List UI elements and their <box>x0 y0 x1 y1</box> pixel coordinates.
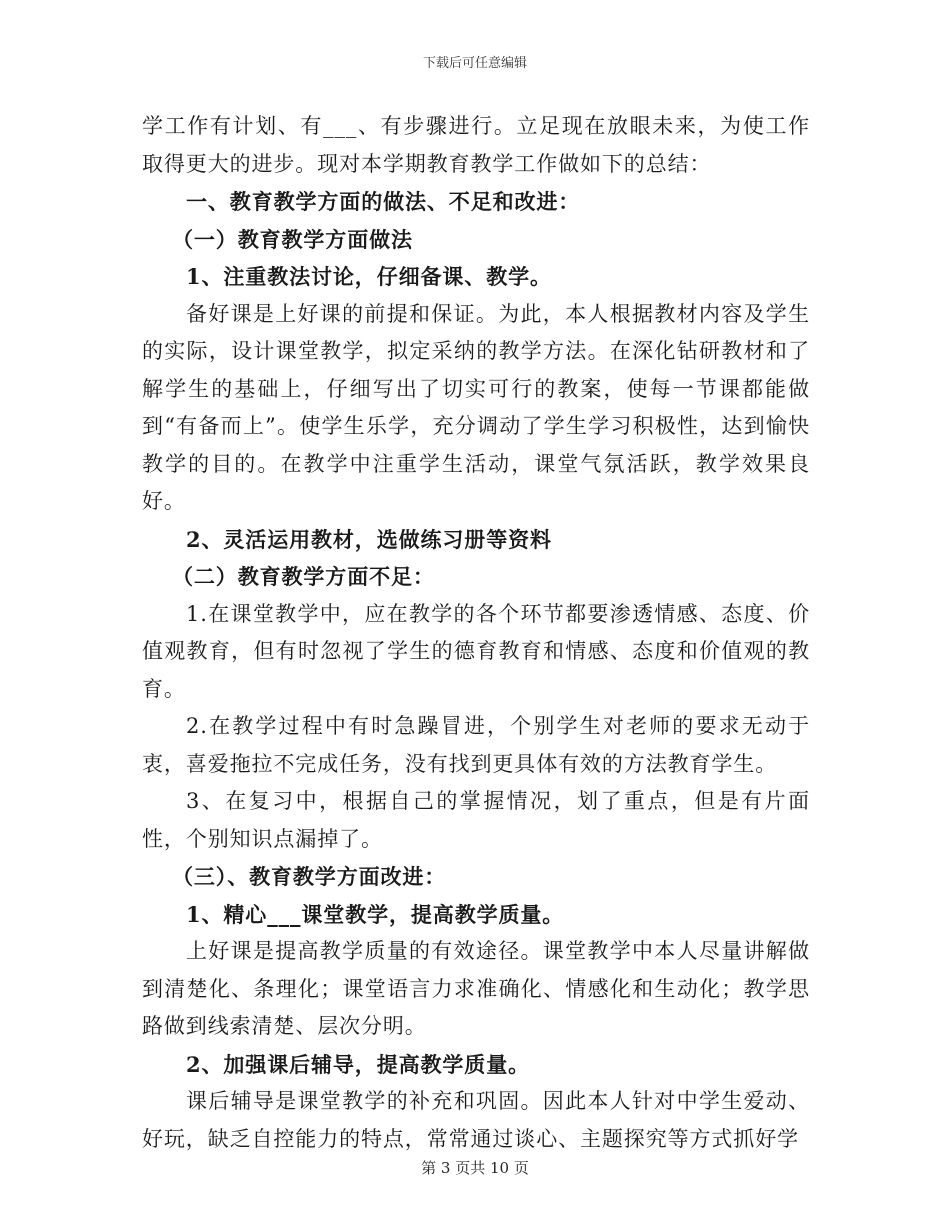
paragraph-classroom: 上好课是提高教学质量的有效途径。课堂教学中本人尽量讲解做到清楚化、条理化；课堂语言力求准确化、情感化和生动化；教学思路做到线索清楚、层次分明。 <box>142 939 810 1038</box>
paragraph-shortcoming-1: 1.在课堂教学中，应在教学的各个环节都要渗透情感、态度、价值观教育，但有时忽视了学生的德育教育和情感、态度和价值观的教育。 <box>142 601 810 701</box>
paragraph-shortcoming-2: 2.在教学过程中有时急躁冒进，个别学生对老师的要求无动于衷，喜爱拖拉不完成任务，没有找到更具体有效的方法教育学生。 <box>142 714 810 776</box>
item-heading-materials: 2、灵活运用教材，选做练习册等资料 <box>186 526 552 552</box>
document-body <box>142 108 810 1158</box>
item-heading-lesson-prep: 1、注重教法讨论，仔细备课、教学。 <box>186 264 552 289</box>
paragraph-lesson-prep: 备好课是上好课的前提和保证。为此，本人根据教材内容及学生的实际，设计课堂教学，拟定采纳的教学方法。在深化钻研教材和了解学生的基础上，仔细写出了切实可行的教案，使每一节课都能做到“有备而上”。使学生乐学，充分调动了学生学习积极性，达到愉快教学的目的。在教学中注重学生活动，课堂气氛活跃，教学效果良好。 <box>142 301 810 513</box>
page-header: 下载后可任意编辑 <box>422 56 527 71</box>
subsection-heading-shortcomings: （二）教育教学方面不足： <box>172 564 435 589</box>
paragraph-shortcoming-3: 3、在复习中，根据自己的掌握情况，划了重点，但是有片面性，个别知识点漏掉了。 <box>142 789 810 851</box>
paragraph-tutoring: 课后辅导是课堂教学的补充和巩固。因此本人针对中学生爱动、好玩，缺乏自控能力的特点，常常通过谈心、主题探究等方式抓好学 <box>142 1089 810 1151</box>
subsection-heading-practices: （一）教育教学方面做法 <box>172 226 413 252</box>
item-heading-tutoring: 2、加强课后辅导，提高教学质量。 <box>186 1051 531 1077</box>
section-heading-1: 一、教育教学方面的做法、不足和改进： <box>186 189 581 214</box>
paragraph-intro-continuation: 学工作有计划、有___、有步骤进行。立足现在放眼未来，为使工作取得更大的进步。现对本学期教育教学工作做如下的总结： <box>142 114 810 176</box>
item-heading-classroom: 1、精心___课堂教学，提高教学质量。 <box>186 901 565 927</box>
subsection-heading-improvements: （三）、教育教学方面改进： <box>172 864 447 889</box>
page-footer: 第 3 页共 10 页 <box>421 1159 529 1177</box>
